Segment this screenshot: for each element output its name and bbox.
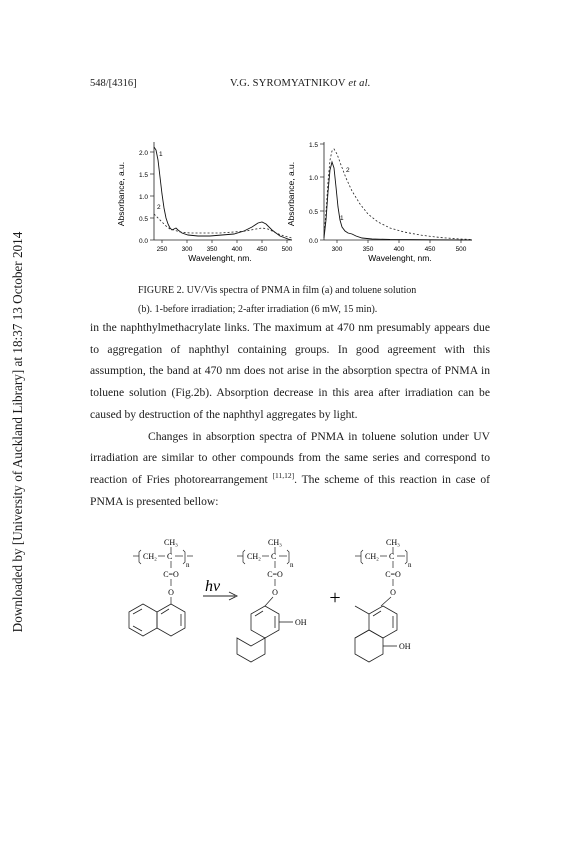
panel-a-curve-1 (154, 147, 292, 240)
panel-b-xtick-4: 500 (455, 246, 467, 253)
product2-oh: OH (399, 642, 411, 651)
panel-a-ytick-4: 2.0 (138, 150, 148, 157)
paragraph-1: in the naphthylmethacrylate links. The maximum at 470 nm presumably appears due to aggregation of naphthyl containing groups. In good agreement with this assumption, the band at 470 nm does not arise in the absorption spectra of PNMA in toluene solution (Fig.2b). Absorption decrease in this area after irradiation can be caused by destruction of the naphthyl aggregates by light. (90, 321, 490, 421)
product2-n: n (408, 561, 412, 569)
panel-b-xlabel: Wavelenght, nm. (368, 253, 432, 263)
panel-a-xtick-3: 400 (231, 246, 243, 253)
reactant-n: n (186, 561, 190, 569)
citation-11-12: [11,12] (272, 471, 295, 481)
hv-label: hv (205, 578, 221, 595)
panel-b-xtick-3: 450 (424, 246, 436, 253)
panel-b-xtick-1: 350 (362, 246, 374, 253)
panel-a-ylabel: Absorbance, a.u. (116, 161, 126, 227)
paragraph-2-text-a: Changes in absorption spectra of PNMA in toluene solution under UV irradiation are similar to other compounds from the same series and correspond to reaction of Fries photorearrangement (90, 429, 490, 486)
product1-co: C=O (267, 570, 283, 579)
panel-a-curve-label-2: 2 (157, 204, 161, 211)
product2-ch3: CH₃ (386, 538, 400, 547)
reactant-c: C (167, 552, 173, 561)
panel-b-ytick-2: 1.0 (308, 175, 318, 182)
panel-a-ytick-3: 1.5 (138, 172, 148, 179)
fries-reaction-scheme (125, 534, 455, 674)
panel-b-curve-2 (324, 149, 472, 240)
panel-b-ylabel: Absorbance, a.u. (286, 161, 296, 227)
panel-b-curve-label-2: 2 (346, 167, 350, 174)
panel-a-xtick-1: 300 (181, 246, 193, 253)
reactant-co: C=O (163, 570, 179, 579)
paragraph-2 (90, 426, 490, 513)
panel-b-ytick-1: 0.5 (308, 209, 318, 216)
product2-o: O (390, 588, 396, 597)
product1-oh: OH (295, 618, 307, 627)
panel-a-xtick-2: 350 (206, 246, 218, 253)
page-number: 548/[4316] (90, 78, 137, 89)
reaction-arrow (203, 578, 237, 600)
figure-caption (138, 281, 478, 319)
product1-o: O (272, 588, 278, 597)
panel-a-xtick-0: 250 (156, 246, 168, 253)
caption-line-1: FIGURE 2. UV/Vis spectra of PNMA in film (a) and toluene solution (138, 285, 417, 296)
panel-a-ytick-0: 0.0 (138, 238, 148, 245)
panel-a-xtick-5: 500 (281, 246, 293, 253)
panel-a-curve-label-1: 1 (159, 151, 163, 158)
panel-b-ytick-0: 0.0 (308, 238, 318, 245)
caption-line-2: (b). 1-before irradiation; 2-after irradiation (6 mW, 15 min). (138, 304, 378, 315)
product1-c: C (271, 552, 277, 561)
panel-b-xtick-2: 400 (393, 246, 405, 253)
product1-ch3: CH₃ (268, 538, 282, 547)
paragraph-2-text-b: . The scheme of this reaction in case of PNMA is presented bellow: (90, 472, 490, 508)
product2-ch2: CH₂ (365, 552, 379, 561)
running-author (230, 78, 371, 89)
reactant-pnma (129, 538, 193, 636)
panel-a-curve-2 (154, 214, 292, 238)
product2-co: C=O (385, 570, 401, 579)
author-etal: et al. (348, 78, 371, 89)
product1-ch2: CH₂ (247, 552, 261, 561)
panel-a (116, 142, 293, 263)
plus-sign: + (329, 587, 341, 609)
body-text (90, 317, 490, 512)
author-names: V.G. SYROMYATNIKOV (230, 78, 346, 89)
download-watermark (10, 0, 26, 863)
reactant-ch2: CH₂ (143, 552, 157, 561)
reactant-ch3: CH₃ (164, 538, 178, 547)
panel-a-ytick-1: 0.5 (138, 216, 148, 223)
product-ortho (237, 538, 307, 662)
panel-a-xtick-4: 450 (256, 246, 268, 253)
panel-a-ytick-2: 1.0 (138, 194, 148, 201)
product1-n: n (290, 561, 294, 569)
reactant-o: O (168, 588, 174, 597)
download-notice: Downloaded by [University of Auckland Library] at 18:37 13 October 2014 (10, 231, 25, 632)
panel-a-xlabel: Wavelenght, nm. (188, 253, 252, 263)
panel-b-ytick-3: 1.5 (308, 142, 318, 149)
panel-b (286, 142, 472, 263)
panel-b-xtick-0: 300 (331, 246, 343, 253)
product2-c: C (389, 552, 395, 561)
panel-b-curve-label-1: 1 (340, 215, 344, 222)
product-para (355, 538, 412, 662)
figure-2-spectra (110, 132, 480, 272)
